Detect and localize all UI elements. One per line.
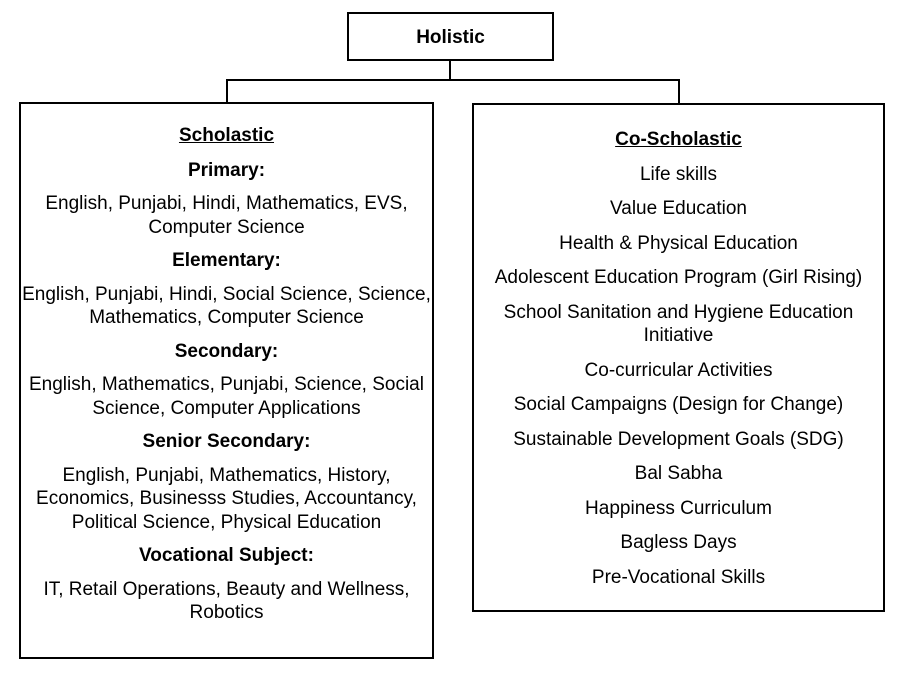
- level-vocational: [21, 544, 432, 625]
- subject-line: Political Science, Physical Education: [71, 511, 382, 533]
- level-heading: Secondary:: [174, 340, 279, 362]
- level-elementary: [21, 249, 432, 330]
- co-scholastic-item: Bal Sabha: [634, 463, 723, 484]
- co-scholastic-item: Social Campaigns (Design for Change): [513, 394, 844, 415]
- subject-line: English, Punjabi, Mathematics, History,: [62, 464, 391, 486]
- subject-line: Economics, Businesss Studies, Accountancy,: [36, 488, 417, 509]
- level-subjects: [21, 373, 432, 420]
- level-heading: Vocational Subject:: [139, 545, 314, 566]
- level-subjects: [21, 578, 432, 625]
- co-scholastic-item: Sustainable Development Goals (SDG): [513, 428, 844, 450]
- holistic-node: [347, 12, 554, 61]
- item-line: Initiative: [643, 325, 714, 346]
- co-scholastic-item: Bagless Days: [620, 532, 737, 553]
- level-heading: Elementary:: [172, 250, 281, 271]
- level-subjects: [21, 464, 432, 535]
- level-heading: Primary:: [187, 159, 266, 181]
- co-scholastic-item: Adolescent Education Program (Girl Rising): [494, 267, 863, 288]
- co-scholastic-node: [472, 103, 885, 612]
- subject-line: English, Mathematics, Punjabi, Science, Social: [29, 374, 424, 395]
- co-scholastic-item: Value Education: [610, 198, 747, 219]
- level-subjects: [21, 283, 432, 330]
- level-senior-secondary: [21, 430, 432, 534]
- subject-line: Computer Science: [148, 216, 305, 238]
- level-primary: [21, 159, 432, 240]
- subject-line: English, Punjabi, Hindi, Mathematics, EVS,: [45, 193, 408, 214]
- co-scholastic-item: [474, 301, 883, 348]
- co-scholastic-item: Life skills: [639, 163, 718, 185]
- subject-line: English, Punjabi, Hindi, Social Science, Science,: [22, 283, 431, 305]
- co-scholastic-item: Health & Physical Education: [559, 232, 798, 254]
- co-scholastic-title: Co-Scholastic: [615, 129, 742, 150]
- subject-line: Robotics: [189, 602, 264, 623]
- subject-line: Science, Computer Applications: [92, 397, 361, 419]
- level-secondary: [21, 340, 432, 421]
- co-scholastic-item: Happiness Curriculum: [585, 497, 772, 519]
- scholastic-node: [19, 102, 434, 659]
- subject-line: IT, Retail Operations, Beauty and Wellness,: [43, 578, 410, 600]
- scholastic-title: Scholastic: [178, 125, 275, 146]
- level-subjects: [21, 192, 432, 239]
- subject-line: Mathematics, Computer Science: [89, 307, 364, 328]
- item-line: School Sanitation and Hygiene Education: [503, 301, 854, 323]
- level-heading: Senior Secondary:: [142, 431, 311, 452]
- holistic-label: Holistic: [416, 27, 485, 48]
- co-scholastic-item: Co-curricular Activities: [584, 359, 773, 381]
- co-scholastic-item: Pre-Vocational Skills: [591, 566, 766, 588]
